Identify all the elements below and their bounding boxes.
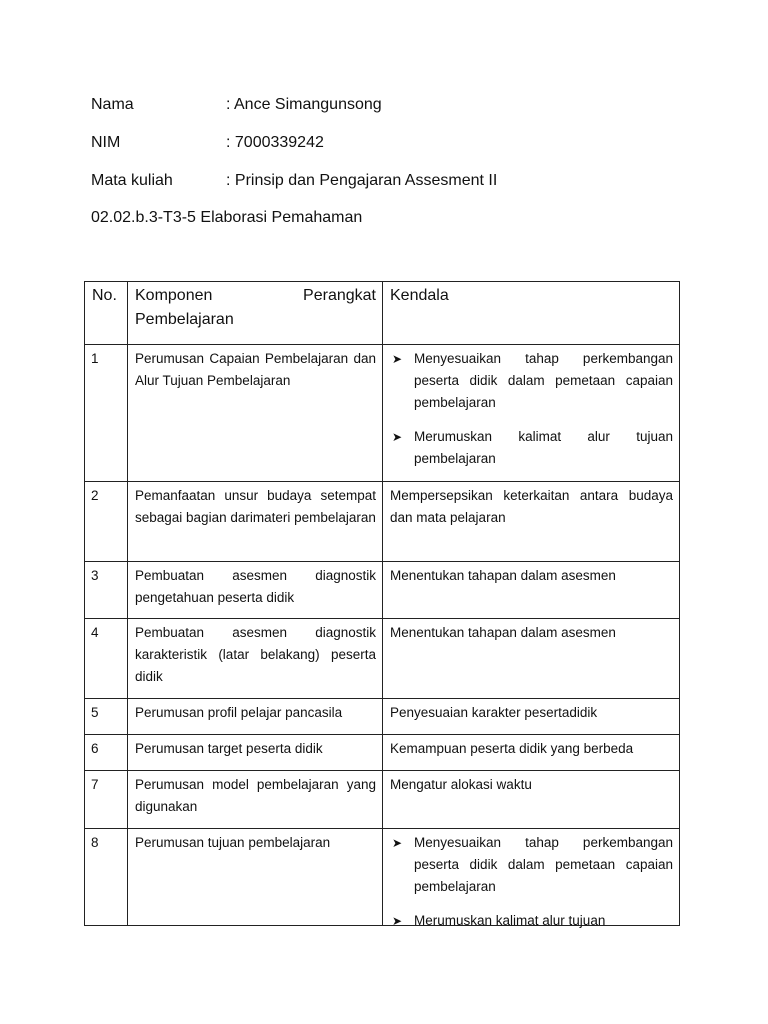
issue-item: [392, 426, 673, 470]
header-component: Komponen Perangkat Pembelajaran: [128, 282, 383, 345]
table-row: [85, 771, 680, 829]
issue-list: [390, 832, 673, 932]
arrowhead-bullet-icon: ➤: [392, 836, 403, 850]
constraints-table: [84, 281, 680, 926]
row-component: Perumusan profil pelajar pancasila: [128, 699, 383, 735]
row-number: 3: [85, 562, 128, 619]
row-issue: Menentukan tahapan dalam asesmen: [383, 619, 680, 699]
course-value: : Prinsip dan Pengajaran Assesment II: [226, 172, 498, 189]
row-issue-cell: [383, 829, 680, 926]
issue-item: [392, 910, 673, 932]
arrowhead-bullet-icon: ➤: [392, 914, 403, 928]
name-label: Nama: [91, 96, 134, 113]
row-component: Perumusan target peserta didik: [128, 735, 383, 771]
row-issue-cell: [383, 345, 680, 482]
row-number: 8: [85, 829, 128, 926]
table-row: [85, 345, 680, 482]
arrowhead-bullet-icon: ➤: [392, 430, 403, 444]
issue-text: Menyesuaikan tahap perkembangan peserta didik dalam pemetaan capaian pembelajaran: [414, 835, 673, 894]
arrowhead-bullet-icon: ➤: [392, 352, 403, 366]
row-issue: Kemampuan peserta didik yang berbeda: [383, 735, 680, 771]
table-row: [85, 735, 680, 771]
table-row: [85, 562, 680, 619]
row-issue: Mengatur alokasi waktu: [383, 771, 680, 829]
nim-label: NIM: [91, 134, 121, 151]
course-label: Mata kuliah: [91, 172, 173, 189]
section-heading: 02.02.b.3-T3-5 Elaborasi Pemahaman: [91, 209, 363, 226]
issue-text: Menyesuaikan tahap perkembangan peserta didik dalam pemetaan capaian pembelajaran: [414, 351, 673, 410]
row-number: 4: [85, 619, 128, 699]
header-no: No.: [85, 282, 128, 345]
table-row: [85, 619, 680, 699]
issue-item: [392, 348, 673, 414]
table-row: [85, 829, 680, 926]
row-number: 7: [85, 771, 128, 829]
row-number: 2: [85, 482, 128, 562]
issue-text: Merumuskan kalimat alur tujuan pembelajaran: [414, 429, 673, 466]
issue-list: [390, 348, 673, 470]
row-issue: Mempersepsikan keterkaitan antara budaya dan mata pelajaran: [383, 482, 680, 562]
header-issue: Kendala: [383, 282, 680, 345]
row-component: Perumusan model pembelajaran yang digunakan: [128, 771, 383, 829]
nim-value: : 7000339242: [226, 134, 324, 151]
row-component: Pemanfaatan unsur budaya setempat sebagai bagian darimateri pembelajaran: [128, 482, 383, 562]
row-number: 5: [85, 699, 128, 735]
table-header-row: [85, 282, 680, 345]
table-row: [85, 699, 680, 735]
row-number: 1: [85, 345, 128, 482]
table-row: [85, 482, 680, 562]
row-component: Pembuatan asesmen diagnostik pengetahuan peserta didik: [128, 562, 383, 619]
row-component: Perumusan tujuan pembelajaran: [128, 829, 383, 926]
row-issue: Menentukan tahapan dalam asesmen: [383, 562, 680, 619]
issue-text: Merumuskan kalimat alur tujuan: [414, 913, 606, 928]
row-number: 6: [85, 735, 128, 771]
row-component: Perumusan Capaian Pembelajaran dan Alur Tujuan Pembelajaran: [128, 345, 383, 482]
issue-item: [392, 832, 673, 898]
row-component: Pembuatan asesmen diagnostik karakteristik (latar belakang) peserta didik: [128, 619, 383, 699]
row-issue: Penyesuaian karakter pesertadidik: [383, 699, 680, 735]
name-value: : Ance Simangunsong: [226, 96, 382, 113]
